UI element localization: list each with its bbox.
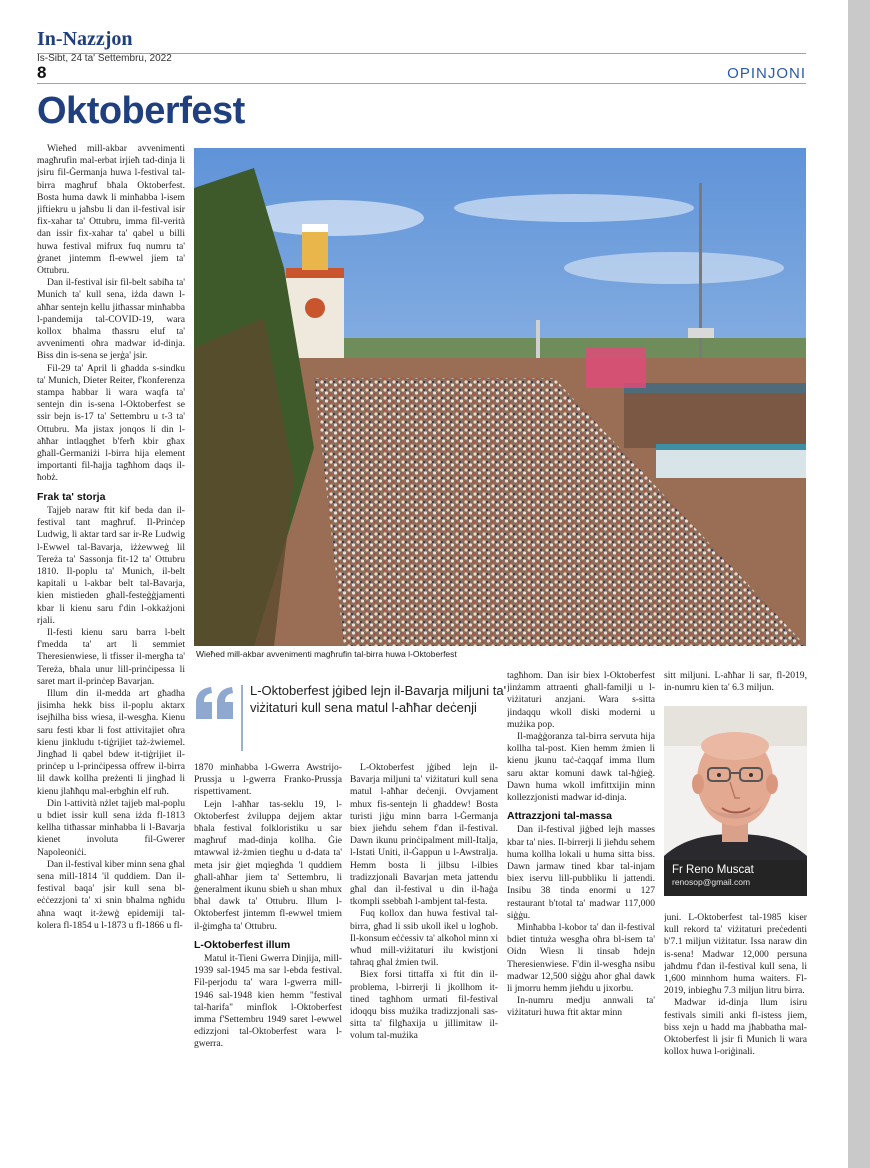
article-column-5-bottom (664, 912, 807, 1102)
paragraph: 1870 minħabba l-Gwerra Awstrijo-Prussja u l-gwerra Franko-Prussja rispettivament. (194, 762, 342, 798)
newspaper-name: In-Nazzjon (37, 28, 133, 50)
oktoberfest-crowd-photo (194, 148, 806, 646)
subheading-history: Frak ta' storja (37, 490, 106, 503)
paragraph: sitt miljuni. L-aħħar li sar, fl-2019, in-numru kien ta' 6.3 miljun. (664, 670, 807, 694)
paragraph: In-numru medju annwali ta' viżitaturi huwa ftit aktar minn (507, 995, 655, 1019)
paragraph: juni. L-Oktoberfest tal-1985 kiser kull rekord ta' viżitaturi preċedenti b'7.1 miljun viżitatur. Issa naraw din is-sena! Madwar 12,000 persuna jaħdmu f'dan il-festival kull sena, li 1,600 minnhom huma waiters. Fl-2019, inbiegħu 7.3 miljun litru birra. (664, 912, 807, 997)
article-headline: Oktoberfest (37, 90, 245, 132)
author-name: Fr Reno Muscat (672, 864, 754, 876)
paragraph: Il-maġġoranza tal-birra servuta hija kollha tal-post. Kien hemm żmien li kienu jkunu taċ-ċaqqaf imma llum saru aktar komuni dawk tal-ħġieġ. Dawn huma wkoll imfittxijin minn kollezzjonisti madwar id-dinja. (507, 731, 655, 804)
paragraph: Dan il-festival kiber minn sena għal sena mill-1814 'il quddiem. Dan il-festival baqa' jsir kull sena bl-eċċezzjoni ta' xi snin bħalma ngħidu aħna waqt it-żewġ epidemiji tal-kolera fl-1854 u l-1873 u fl-1866 u fl- (37, 858, 185, 931)
paragraph: L-Oktoberfest jġibed lejn il-Bavarja miljuni ta' viżitaturi kull sena matul l-aħħar deċenji. Ovvjament mhux fis-sentejn li għaddew! Bosta turisti jiġu minn barra l-Ġermanja biex jieħdu sehem f'dan il-festival. Dawn ikunu prinċipalment mill-Italja, l-Istati Uniti, il-Ġappun u l-Awstralja. Hemm bosta li jilbsu l-ilbies tradizzjonali Bavarjan meta jattendu għal dan il-festival u din il-ħaġa tkompli ssebbaħ l-ambjent tal-festa. (350, 762, 498, 908)
paragraph: Biex forsi tittaffa xi ftit din il-problema, l-birrerji li jkollhom it-tined tagħhom urmati fil-festival idoqqu biss mużika tradizzjonali sas-sitta ta' filgħaxija u jillimitaw il-volum tal-mużika (350, 969, 498, 1042)
paragraph: Din l-attività nżlet tajjeb mal-poplu u bdiet issir kull sena iżda fl-1813 kellha titħassar minħabba li l-Bavarja kienet involuta fil-Gwerer Napoleoniċi. (37, 797, 185, 858)
issue-date: Is-Sibt, 24 ta' Settembru, 2022 (37, 53, 172, 64)
quote-divider (241, 685, 243, 751)
author-caption (664, 860, 807, 896)
article-column-1 (37, 143, 185, 1095)
subheading-today: L-Oktoberfest illum (194, 938, 291, 951)
paragraph: Dan il-festival isir fil-belt sabiħa ta' Munich ta' kull sena, iżda dawn l-aħħar sentejn kellu jitħassar minħabba l-pandemija tal-COVID-19, wara kollox bħalma tħassru eluf ta' avvenimenti oħra madwar id-dinja. Biss din is-sena se jerġa' jsir. (37, 277, 185, 362)
paragraph: Lejn l-aħħar tas-seklu 19, l-Oktoberfest żviluppa dejjem aktar bħala festival folkloristiku u sar magħruf mad-dinja kollha. Ġie mtawwal iż-żmien tiegħu u d-data ta' meta jsir ġiet mqiegħda 'l quddiem għall-aħħar jiem ta' Settembru, li ġeneralment ikunu sbieħ u shan mhux bħal dawk ta' Ottubru. Illum l-Oktoberfest jintemm fl-ewwel tmiem il-ġimgħa ta' Ottubru. (194, 798, 342, 932)
paragraph: Il-festi kienu saru barra l-belt f'medda ta' art li semmiet Theresienwiese, li tfisser il-mergħa ta' Tereża, bħala unur lill-prinċipessa li saret mart il-prinċep Bavarjan. (37, 626, 185, 687)
paragraph: Minħabba l-kobor ta' dan il-festival bdiet tintuża wesgħa oħra bl-isem ta' Oidn Wiesn li tinsab ħdejn Theresienwiese. F'din il-wesgħa nsibu madwar 12,500 siġġu aħor għal dawk li jmorru hemm jieħdu u jixorbu. (507, 922, 655, 995)
quote-mark-icon (194, 685, 236, 721)
paragraph: tagħhom. Dan isir biex l-Oktoberfest jinżamm attraenti għall-familji u l-viżitaturi anzjani. Wara s-sitta jindaqqu wkoll diski moderni u mużika pop. (507, 670, 655, 730)
paragraph: Matul it-Tieni Gwerra Dinjija, mill-1939 sal-1945 ma sar l-ebda festival. Fil-perjodu ta' wara l-gwerra mill-1946 sal-1948 kien hemm "festival tal-ħarifa" minflok l-Oktoberfest imma f'Settembru 1949 saret l-ewwel edizzjoni tal-Oktoberfest wara l-gwerra. (194, 953, 342, 1050)
article-column-5-top (664, 670, 807, 704)
paragraph: Tajjeb naraw ftit kif beda dan il-festival tant magħruf. Il-Prinċep Ludwig, li aktar tard sar ir-Re Ludwig l-Ewwel tal-Bavarja, iżżewweġ lil Tereża ta' Sassonja fit-12 ta' Ottubru 1810. Il-poplu ta' Munich, il-belt kapitali u l-akbar belt tal-Bavarja, kien mistieden għall-festeġġjamenti kbar li kienu saru f'din l-okkażjoni rjali. (37, 504, 185, 626)
pull-quote (194, 683, 507, 757)
pull-quote-text: L-Oktoberfest jġibed lejn il-Bavarja miljuni ta' viżitaturi kull sena matul l-aħħar deċenji (250, 683, 507, 715)
paragraph: Fuq kollox dan huwa festival tal-birra, għad li ssib ukoll ikel u logħob. Il-konsum eċċessiv ta' alkoħol minn xi wħud mill-viżitaturi ilu kwistjoni taħraq għal żmien twil. (350, 908, 498, 969)
page-number: 8 (37, 63, 47, 82)
article-column-4 (507, 670, 655, 1100)
paragraph: Fil-29 ta' April li għadda s-sindku ta' Munich, Dieter Reiter, f'konferenza stampa ħabbar li wara waqfa ta' sentejn din is-sena l-Oktoberfest se ssir bejn is-17 ta' Settembru u t-3 ta' Ottubru. Ma jistax jonqos li din l-aħħar intlaqgħet b'ferħ kbir għax għall-Ġermaniżi l-birra hija element importanti fil-ħajja tagħhom daqs il-ħobż. (37, 362, 185, 484)
paragraph: Dan il-festival jiġbed lejh masses kbar ta' nies. Il-birrerji li jieħdu sehem huma kollha lokali u huma sitta biss. Dawn jarmaw tined kbar tal-injam biex iservu lill-pubbliku li jattendi. Insibu 38 tinda enormi u 127 restaurant b'total ta' madwar 117,000 siġġu. (507, 824, 655, 921)
article-column-3 (350, 762, 498, 1100)
paragraph: Illum din il-medda art għadha jisimha hekk biss il-poplu aktarx isejħilha biss wiesa, il-wesgħa. Kienu saru festi kbar li fost attivitajiet oħra kienu jinkludu t-tiġrijiet taż-żwiemel. Jingħad li qabel bdew it-tiġrijiet il-prinċep u l-prinċipessa offrew il-birra lil dawk kollha preżenti li jingħad li kienu jlaħħqu mal-erbgħin elf ruħ. (37, 687, 185, 797)
subheading-mass-attraction: Attrazzjoni tal-massa (507, 810, 613, 823)
section-name: OPINJONI (727, 65, 806, 82)
author-email: renosop@gmail.com (672, 877, 751, 887)
article-column-2 (194, 762, 342, 1100)
paragraph: Wieħed mill-akbar avvenimenti magħrufin mal-erbat irjieħ tad-dinja li jsiru fil-Ġermanja huwa l-festival tal-birra magħruf bħala Oktoberfest. Bosta huma dawk li minħabba l-isem jiftiekru u jaħsbu li dan il-festival isir fix-xahar ta' Ottubru, imma fil-verità dan issir fix-xahar ta' qabel u billi huwa festival mifrux fuq numru ta' ġranet jintemm fl-ewwel jiem ta' Ottubru. (37, 143, 185, 277)
photo-caption: Wieħed mill-akbar avvenimenti magħrufin tal-birra huwa l-Oktoberfest (196, 649, 457, 659)
window-edge (848, 0, 870, 1168)
paragraph: Madwar id-dinja llum isiru festivals simili anki fl-istess jiem, biss xejn u ħadd ma jħabbatha mal-Oktoberfest li jsir fi Munich li wara kollox huwa l-oriġinali. (664, 997, 807, 1058)
section-rule (37, 83, 806, 84)
crowd-illustration (194, 148, 806, 646)
author-portrait (664, 706, 807, 896)
